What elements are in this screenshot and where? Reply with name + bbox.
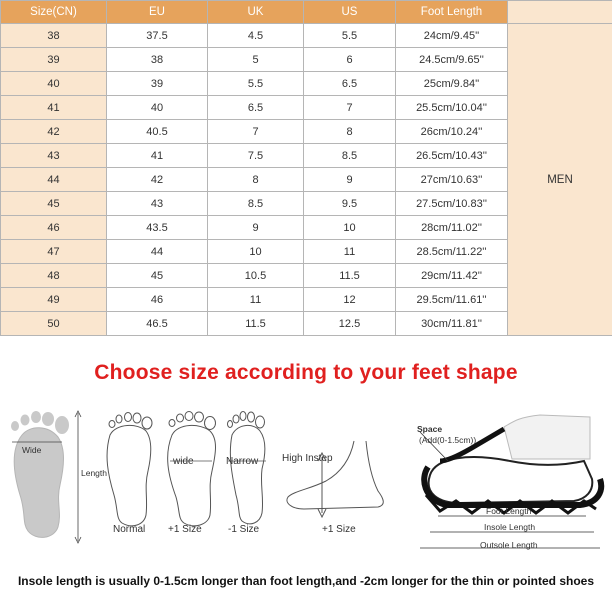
eu-cell: 39 bbox=[107, 72, 208, 96]
uk-cell: 6.5 bbox=[208, 96, 304, 120]
eu-cell: 43.5 bbox=[107, 216, 208, 240]
foot-length-cell: 28cm/11.02'' bbox=[396, 216, 508, 240]
header-us: US bbox=[304, 1, 396, 24]
eu-cell: 46 bbox=[107, 288, 208, 312]
normal-label: Normal bbox=[113, 524, 146, 535]
foot-length-cell: 27cm/10.63'' bbox=[396, 168, 508, 192]
us-cell: 12 bbox=[304, 288, 396, 312]
uk-cell: 4.5 bbox=[208, 24, 304, 48]
foot-length-cell: 30cm/11.81'' bbox=[396, 312, 508, 336]
eu-cell: 45 bbox=[107, 264, 208, 288]
header-foot-length: Foot Length bbox=[396, 1, 508, 24]
foot-length-cell: 29cm/11.42'' bbox=[396, 264, 508, 288]
insole-length-footnote: Insole length is usually 0-1.5cm longer than foot length,and -2cm longer for the thin or pointed shoes bbox=[17, 574, 595, 588]
us-cell: 10 bbox=[304, 216, 396, 240]
uk-cell: 11.5 bbox=[208, 312, 304, 336]
size-cn-cell: 46 bbox=[1, 216, 107, 240]
foot-length-cell: 24cm/9.45'' bbox=[396, 24, 508, 48]
space-label: Space bbox=[417, 424, 443, 434]
header-blank bbox=[508, 1, 612, 24]
narrow-label: Narrow bbox=[226, 456, 259, 467]
uk-cell: 7.5 bbox=[208, 144, 304, 168]
insole-length-label: Insole Length bbox=[484, 522, 536, 532]
foot-length-cell: 26.5cm/10.43'' bbox=[396, 144, 508, 168]
foot-length-cell: 28.5cm/11.22'' bbox=[396, 240, 508, 264]
foot-length-label: Foot Length bbox=[486, 506, 532, 516]
eu-cell: 40.5 bbox=[107, 120, 208, 144]
high-instep-size-label: +1 Size bbox=[322, 524, 356, 535]
eu-cell: 41 bbox=[107, 144, 208, 168]
size-cn-cell: 45 bbox=[1, 192, 107, 216]
high-instep-label: High Instep bbox=[282, 453, 333, 464]
size-cn-cell: 48 bbox=[1, 264, 107, 288]
table-row bbox=[1, 24, 612, 48]
us-cell: 9.5 bbox=[304, 192, 396, 216]
size-cn-cell: 38 bbox=[1, 24, 107, 48]
size-cn-cell: 43 bbox=[1, 144, 107, 168]
us-cell: 9 bbox=[304, 168, 396, 192]
uk-cell: 8.5 bbox=[208, 192, 304, 216]
foot-wide-icon bbox=[168, 412, 216, 526]
foot-narrow-icon bbox=[228, 412, 267, 524]
uk-cell: 9 bbox=[208, 216, 304, 240]
space-note: (Add(0-1.5cm)) bbox=[419, 435, 477, 445]
size-cn-cell: 42 bbox=[1, 120, 107, 144]
us-cell: 8.5 bbox=[304, 144, 396, 168]
size-cn-cell: 39 bbox=[1, 48, 107, 72]
uk-cell: 11 bbox=[208, 288, 304, 312]
us-cell: 5.5 bbox=[304, 24, 396, 48]
us-cell: 11 bbox=[304, 240, 396, 264]
uk-cell: 8 bbox=[208, 168, 304, 192]
foot-length-cell: 24.5cm/9.65'' bbox=[396, 48, 508, 72]
uk-cell: 7 bbox=[208, 120, 304, 144]
foot-normal-icon bbox=[107, 413, 152, 526]
foot-length-cell: 26cm/10.24'' bbox=[396, 120, 508, 144]
us-cell: 8 bbox=[304, 120, 396, 144]
narrow-size-label: -1 Size bbox=[228, 524, 260, 535]
size-cn-cell: 41 bbox=[1, 96, 107, 120]
header-uk: UK bbox=[208, 1, 304, 24]
gender-label: MEN bbox=[508, 24, 612, 336]
size-cn-cell: 49 bbox=[1, 288, 107, 312]
eu-cell: 46.5 bbox=[107, 312, 208, 336]
us-cell: 7 bbox=[304, 96, 396, 120]
wide-size-label: +1 Size bbox=[168, 524, 202, 535]
uk-cell: 5 bbox=[208, 48, 304, 72]
size-cn-cell: 50 bbox=[1, 312, 107, 336]
wide-foot-label: wide bbox=[173, 456, 194, 467]
uk-cell: 10.5 bbox=[208, 264, 304, 288]
eu-cell: 40 bbox=[107, 96, 208, 120]
eu-cell: 38 bbox=[107, 48, 208, 72]
us-cell: 11.5 bbox=[304, 264, 396, 288]
uk-cell: 10 bbox=[208, 240, 304, 264]
length-label: Length bbox=[81, 468, 107, 478]
eu-cell: 42 bbox=[107, 168, 208, 192]
foot-length-cell: 27.5cm/10.83'' bbox=[396, 192, 508, 216]
us-cell: 12.5 bbox=[304, 312, 396, 336]
size-cn-cell: 47 bbox=[1, 240, 107, 264]
us-cell: 6.5 bbox=[304, 72, 396, 96]
uk-cell: 5.5 bbox=[208, 72, 304, 96]
header-size-cn: Size(CN) bbox=[1, 1, 107, 24]
foot-length-cell: 25cm/9.84'' bbox=[396, 72, 508, 96]
eu-cell: 44 bbox=[107, 240, 208, 264]
header-eu: EU bbox=[107, 1, 208, 24]
eu-cell: 37.5 bbox=[107, 24, 208, 48]
size-cn-cell: 44 bbox=[1, 168, 107, 192]
us-cell: 6 bbox=[304, 48, 396, 72]
outsole-length-label: Outsole Length bbox=[480, 540, 538, 550]
size-chart-body bbox=[1, 1, 612, 336]
guide-title: Choose size according to your feet shape bbox=[94, 361, 518, 384]
footprint-wide-icon bbox=[11, 411, 81, 543]
foot-length-cell: 29.5cm/11.61'' bbox=[396, 288, 508, 312]
wide-print-label: Wide bbox=[22, 445, 42, 455]
table-header-row bbox=[1, 1, 612, 24]
eu-cell: 43 bbox=[107, 192, 208, 216]
size-cn-cell: 40 bbox=[1, 72, 107, 96]
foot-length-cell: 25.5cm/10.04'' bbox=[396, 96, 508, 120]
